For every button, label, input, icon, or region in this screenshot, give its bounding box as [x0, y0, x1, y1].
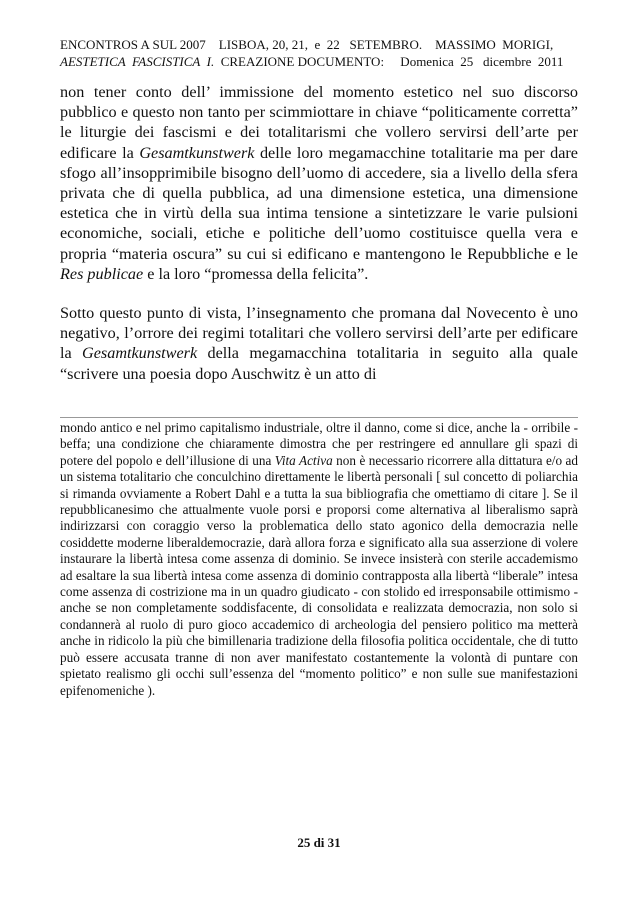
footnote-part-b: non è necessario ricorrere alla dittatura e/o ad un sistema totalitario che conculchino direttamente le libertà personali [ sul concetto di poliarchia si rimanda ovviamente a Robert Dahl e a tutta la sua bibliografia che omettiamo di citare ]. Se il repubblicanesimo che attualmente vuole porsi e proporsi come alternativa al liberalismo saprà indirizzarsi con coraggio verso la problematica dello stato agonico della democrazia nelle cosiddette moderne liberaldemocrazie, darà allora forza e significato alla sua asserzione di volere instaurare la libertà intesa come assenza di dominio. Se invece insisterà con sterile accademismo ad esaltare la sua libertà intesa come assenza di dominio contrapposta alla libertà “liberale” intesa come assenza di costrizione ma in un quadro giudicato - con stolido ed irresponsabile ottimismo - anche se non completamente soddisfacente, di consolidata e realizzata democrazia, non solo si condannerà al ruolo di puro gioco accademico di archeologia del pensiero politico ma metterà anche in ridicolo la più che bimillenaria tradizione della filosofia politica occidentale, che di tutto può essere accusata tranne di non aver manifestato costantemente la volontà di puntare con spietato realismo gli occhi sull’essenza del “momento politico” e non sulle sue manifestazioni epifenomeniche ). — [60, 452, 578, 698]
footnote-paragraph — [60, 420, 578, 699]
footnote-emphasis-1: Vita Activa — [274, 452, 333, 468]
paragraph-1-part-c: e la loro “promessa della felicita”. — [143, 264, 369, 283]
paragraph-1-part-a: non tener conto dell’ immissione del momento estetico nel suo discorso pubblico e questo non tanto per scimmiottare in chiave “politicamente corretta” le liturgie dei fascismi e dei totalitarismi che vollero servirsi dell’arte per edificare la — [60, 83, 578, 162]
body-text — [60, 82, 578, 384]
footnote-part-a: mondo antico e nel primo capitalismo industriale, oltre il danno, come si dice, anche la - orribile - beffa; una condizione che chiaramente dimostra che per restringere ed annullare gli spazi di potere del popolo e dell’illusione di una — [60, 420, 578, 468]
paragraph-1-part-b: delle loro megamacchine totalitarie ma per dare sfogo all’insopprimibile bisogno dell’uomo di accedere, sia a livello della sfera privata che di quella pubblica, ad una dimensione estetica, una dimensione estetica che in virtù della sua intima tensione a sintetizzare le varie pulsioni economiche, sociali, etiche e politiche dell’uomo costituisce quella vera e propria “materia oscura” su cui si edificano e mantengono le Repubbliche e le — [60, 143, 578, 263]
paragraph-1-emphasis-1: Gesamtkunstwerk — [139, 143, 255, 162]
footnote-separator — [60, 417, 578, 418]
header-creation-date: CREAZIONE DOCUMENTO: Domenica 25 dicembre 2011 — [214, 54, 564, 69]
header-line-2 — [60, 53, 580, 70]
paragraph-2-part-b: della megamacchina totalitaria in seguito alla quale “scrivere una poesia dopo Auschwitz è un atto di — [60, 344, 578, 383]
running-header — [60, 36, 580, 70]
paragraph-2-emphasis-1: Gesamtkunstwerk — [82, 344, 198, 363]
header-line-1: ENCONTROS A SUL 2007 LISBOA, 20, 21, e 22 SETEMBRO. MASSIMO MORIGI, — [60, 37, 554, 52]
header-document-title: AESTETICA FASCISTICA I. — [60, 54, 215, 69]
paragraph-2 — [60, 303, 578, 384]
paragraph-2-part-a: Sotto questo punto di vista, l’insegnamento che promana dal Novecento è uno negativo, l’orrore dei regimi totalitari che vollero servirsi dell’arte per edificare la — [60, 304, 578, 363]
paragraph-1-emphasis-2: Res publicae — [60, 264, 144, 283]
paragraph-1 — [60, 82, 578, 284]
page-number: 25 di 31 — [297, 835, 341, 850]
footnote-text — [60, 420, 578, 699]
